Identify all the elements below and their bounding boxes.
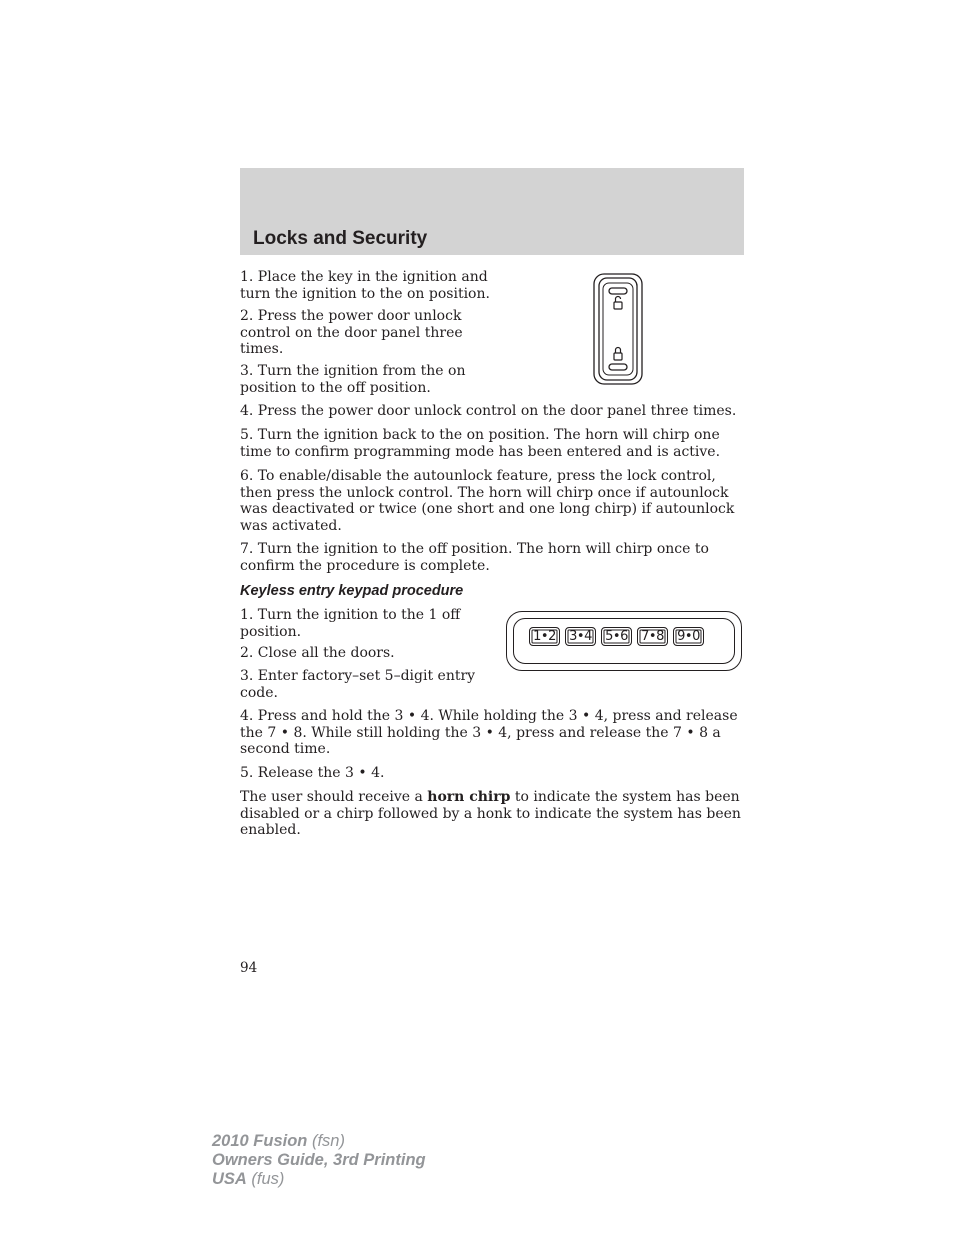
keypad-step-2: 2. Close all the doors.	[240, 645, 395, 661]
door-lock-switch-icon	[593, 273, 643, 385]
autounlock-step-5: 5. Turn the ignition back to the on position. The horn will chirp one time to confirm programming mode has been entered and is active.	[240, 427, 721, 460]
footer-line-2: Owners Guide, 3rd Printing	[212, 1151, 426, 1169]
keypad-closing-paragraph	[240, 789, 744, 839]
keypad-key-5-6: 5•6	[601, 627, 632, 646]
section-header-band	[240, 168, 744, 255]
keypad-step-5: 5. Release the 3 • 4.	[240, 765, 385, 781]
autounlock-step-4: 4. Press the power door unlock control on the door panel three times.	[240, 403, 737, 419]
keypad-key-1-2: 1•2	[529, 627, 560, 646]
keypad-step-4: 4. Press and hold the 3 • 4. While holding the 3 • 4, press and release the 7 • 8. While still holding the 3 • 4, press and release the 7 • 8 a second time.	[240, 708, 738, 757]
keypad-key-9-0: 9•0	[673, 627, 704, 646]
footer-market: USA	[212, 1170, 247, 1188]
keypad-keys	[529, 627, 704, 646]
closing-text-start: The user should receive a	[240, 789, 428, 805]
document-footer	[212, 1132, 426, 1189]
keypad-procedure-heading: Keyless entry keypad procedure	[240, 583, 464, 599]
autounlock-step-1: 1. Place the key in the ignition and turn the ignition to the on position.	[240, 269, 490, 302]
autounlock-step-2: 2. Press the power door unlock control on the door panel three times.	[240, 308, 463, 357]
autounlock-step-3: 3. Turn the ignition from the on position to the off position.	[240, 363, 466, 396]
autounlock-step-7: 7. Turn the ignition to the off position. The horn will chirp once to confirm the procedure is complete.	[240, 541, 709, 574]
keypad-step-3: 3. Enter factory–set 5–digit entry code.	[240, 668, 476, 701]
page-number: 94	[240, 960, 258, 976]
autounlock-step-6: 6. To enable/disable the autounlock feature, press the lock control, then press the unlock control. The horn will chirp once if autounlock was deactivated or twice (one short and one long chirp) if autounlock was activated.	[240, 468, 735, 534]
section-title: Locks and Security	[253, 228, 428, 249]
keypad-illustration	[506, 611, 742, 671]
footer-line-1	[212, 1132, 426, 1151]
keypad-key-3-4: 3•4	[565, 627, 596, 646]
footer-market-code: (fus)	[246, 1170, 285, 1188]
horn-chirp-emphasis: horn chirp	[427, 789, 511, 805]
footer-model-code: (fsn)	[307, 1132, 345, 1150]
footer-model: 2010 Fusion	[212, 1132, 308, 1150]
keypad-key-7-8: 7•8	[637, 627, 668, 646]
keypad-step-1: 1. Turn the ignition to the 1 off position.	[240, 607, 461, 640]
footer-line-3	[212, 1170, 426, 1189]
closing-text-end: to indicate the system has been disabled or a chirp followed by a honk to indicate the system has been enabled.	[240, 789, 741, 838]
